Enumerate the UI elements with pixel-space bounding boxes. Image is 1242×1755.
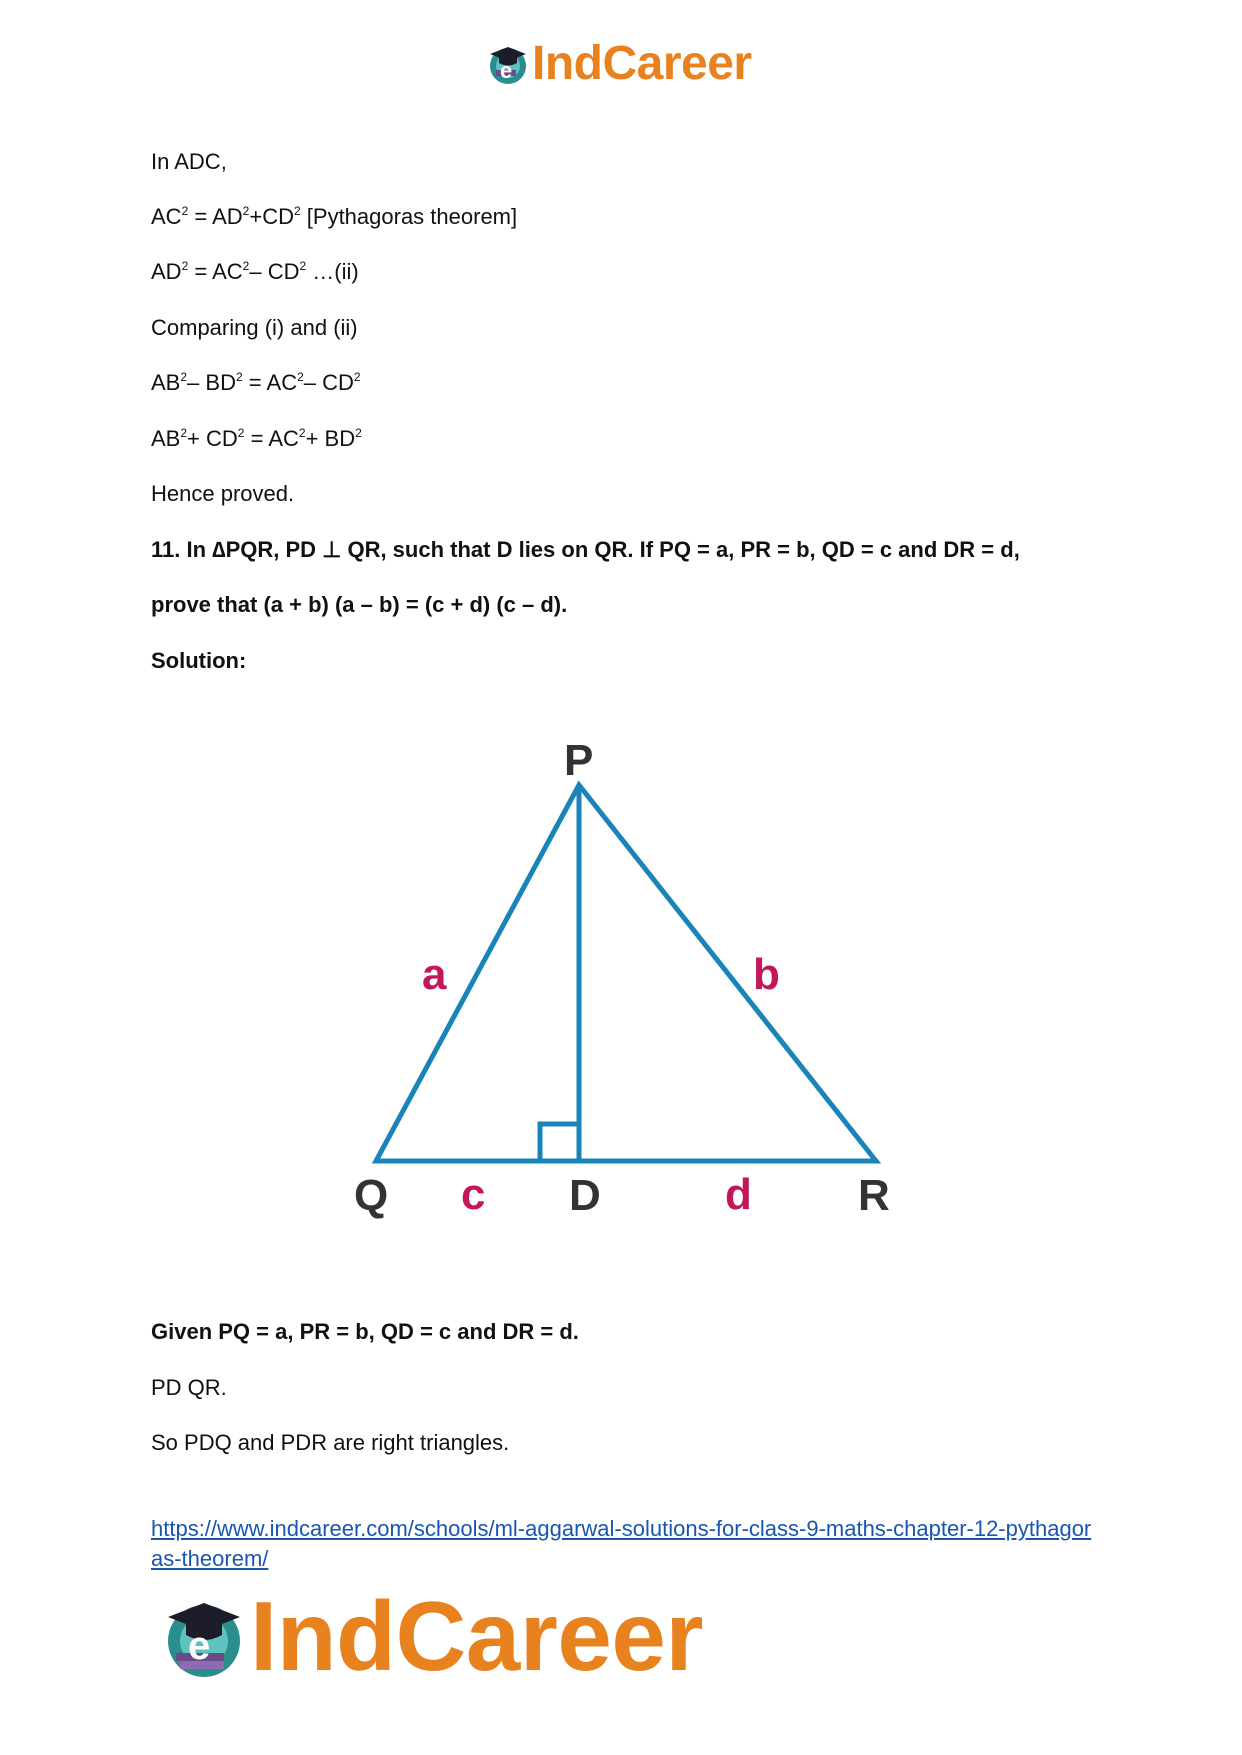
side-label-b: b — [753, 950, 780, 999]
brand-name: IndCareer — [532, 37, 752, 90]
right-angle-mark — [540, 1124, 579, 1161]
footer-logo — [160, 1580, 703, 1693]
header-logo — [486, 36, 752, 91]
text-line: Comparing (i) and (ii) — [151, 315, 358, 340]
side-label-a: a — [422, 950, 447, 999]
svg-text:e: e — [188, 1623, 211, 1668]
text-line: $AB^2-$ $BD^2 = AC^2-$ $CD^2$ — [151, 370, 361, 395]
question-text: 11. In ∆PQR, PD ⊥ QR, such that D lies on QR. If PQ = a, PR = b, QD = c and DR = d, — [151, 537, 1020, 562]
brand-name: IndCareer — [250, 1581, 704, 1691]
text-line: PD QR. — [151, 1375, 227, 1400]
source-link[interactable]: https://www.indcareer.com/schools/ml-aggarwal-solutions-for-class-9-maths-chapter-12-pythagoras-theorem/ — [151, 1516, 1092, 1571]
vertex-label-d: D — [569, 1171, 601, 1220]
text-line: $AC^2 = AD^2+CD^2$ [Pythagoras theorem] — [151, 204, 518, 229]
given-text: Given PQ = a, PR = b, QD = c and DR = d. — [151, 1319, 579, 1344]
graduation-globe-icon — [486, 42, 530, 86]
vertex-label-p: P — [564, 736, 594, 785]
vertex-label-q: Q — [354, 1171, 389, 1220]
vertex-label-r: R — [858, 1171, 890, 1220]
text-line: Hence proved. — [151, 481, 295, 506]
side-label-c: c — [461, 1170, 486, 1219]
text-line: $AB^2+ CD^2 = AC^2+ BD^2$ — [151, 426, 362, 451]
graduation-books-icon — [160, 1593, 248, 1681]
question-text: prove that (a + b) (a – b) = (c + d) (c – d). — [151, 592, 568, 617]
text-line: $AD^2 = AC^2-$ $CD^2$ …(ii) — [151, 259, 359, 284]
svg-text:e: e — [500, 57, 513, 83]
side-label-d: d — [725, 1170, 752, 1219]
solution-heading: Solution: — [151, 648, 247, 673]
triangle-pqr — [376, 785, 876, 1161]
text-line: In ADC, — [151, 149, 227, 174]
text-line: So PDQ and PDR are right triangles. — [151, 1430, 510, 1455]
triangle-figure — [330, 725, 910, 1225]
